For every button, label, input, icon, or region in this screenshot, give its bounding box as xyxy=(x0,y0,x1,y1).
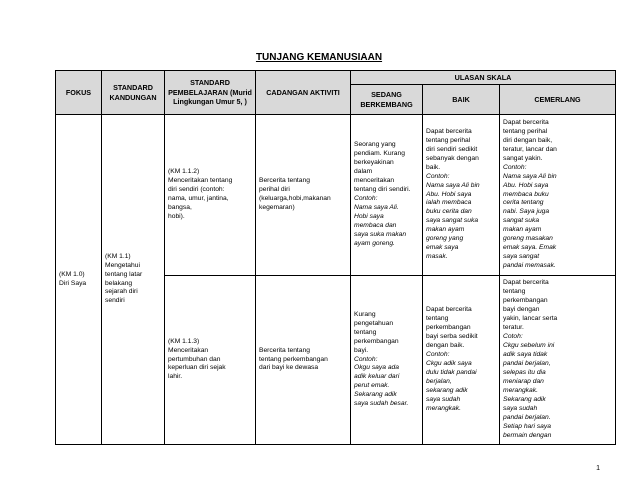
text-line: Dapat bercerita xyxy=(426,127,472,135)
text-line: cerita tentang xyxy=(503,199,544,207)
text-line: Menceritakan xyxy=(168,346,209,354)
text-line: tentang perkembangan xyxy=(259,355,328,363)
text-line: Dapat bercerita xyxy=(426,306,472,314)
header-ulasan-skala: ULASAN SKALA xyxy=(351,71,616,85)
header-cadangan-aktiviti: CADANGAN AKTIVITI xyxy=(256,71,351,115)
text-line: bermain dengan xyxy=(503,431,552,439)
text-line: Menceritakan tentang xyxy=(168,177,233,185)
text-line: perkembangan xyxy=(354,337,399,345)
text-line: (KM 1.1.3) xyxy=(168,337,200,345)
text-line: ayam goreng. xyxy=(354,239,395,247)
text-line: saya suka makan xyxy=(354,230,407,238)
text-line: pandai berjalan. xyxy=(503,413,551,421)
text-line: pendiam. Kurang xyxy=(354,150,405,158)
text-line: masak. xyxy=(426,253,448,261)
text-line: (KM 1.0) xyxy=(59,270,85,278)
text-line: adik keluar dari xyxy=(354,373,400,381)
assessment-table xyxy=(55,70,616,445)
text-line: Bercerita tentang xyxy=(259,177,310,185)
text-line: (KM 1.1) xyxy=(105,252,131,260)
text-line: dari bayi ke dewasa xyxy=(259,364,319,372)
text-line: nabi. Saya juga xyxy=(503,208,550,216)
text-line: hobi). xyxy=(168,212,185,220)
fokus-cell xyxy=(56,115,102,445)
aktiviti-cell-1 xyxy=(256,115,351,276)
text-line: menceritakan xyxy=(354,177,395,185)
text-line: makan ayam xyxy=(426,226,465,234)
text-line: pengetahuan xyxy=(354,319,394,327)
text-line: bangsa, xyxy=(168,203,192,211)
text-line: (KM 1.1.2) xyxy=(168,168,200,176)
text-line: meniarap dan xyxy=(503,377,544,385)
text-line: bayi. xyxy=(354,346,369,354)
text-line: Contoh: xyxy=(426,172,450,180)
text-line: kegemaran) xyxy=(259,203,295,211)
text-line: Nama saya Ali. xyxy=(354,203,399,211)
text-line: berkeyakinan xyxy=(354,159,394,167)
text-line: bayi serba sedikit xyxy=(426,333,478,341)
text-line: saya sudah xyxy=(426,395,461,403)
standard-kandungan-text xyxy=(105,253,161,307)
text-line: keperluan diri sejak xyxy=(168,364,226,372)
text-line: Mengetahui xyxy=(105,261,140,269)
aktiviti-text-2 xyxy=(259,347,347,374)
cemerlang-cell-2 xyxy=(500,276,616,445)
text-line: bayi dengan xyxy=(503,306,540,314)
standard-kandungan-cell xyxy=(102,115,165,445)
aktiviti-text-1 xyxy=(259,177,347,213)
text-line: emak saya. Emak xyxy=(503,244,557,252)
text-line: Hobi saya xyxy=(354,212,384,220)
header-cemerlang: CEMERLANG xyxy=(500,85,616,115)
baik-text-1 xyxy=(426,128,496,263)
text-line: Cotoh: xyxy=(503,333,523,341)
text-line: diri dengan baik, xyxy=(503,136,553,144)
text-line: Sekarang adik xyxy=(503,395,546,403)
cemerlang-text-2 xyxy=(503,279,612,440)
text-line: Contoh: xyxy=(354,195,378,202)
text-line: dulu tidak pandai xyxy=(426,368,477,376)
baik-cell-2 xyxy=(423,276,500,445)
text-line: diri sendiri sedikit xyxy=(426,145,478,153)
text-line: (keluarga,hobi,makanan xyxy=(259,195,331,202)
cemerlang-text-1 xyxy=(503,119,612,271)
sedang-text-1 xyxy=(354,141,419,249)
text-line: buku cerita dan xyxy=(426,208,472,216)
pembelajaran-text-1 xyxy=(168,168,252,222)
text-line: belakang xyxy=(105,279,133,287)
text-line: tentang diri sendiri. xyxy=(354,186,411,194)
text-line: dengan baik. xyxy=(426,342,465,350)
text-line: saya sudah besar. xyxy=(354,400,409,408)
text-line: diri sendiri (contoh: xyxy=(168,186,225,194)
text-line: sangat yakin. xyxy=(503,154,543,162)
text-line: Abu. Hobi saya xyxy=(426,190,472,198)
text-line: Nama saya Ali bin xyxy=(503,172,557,180)
text-line: sekarang adik xyxy=(426,386,468,394)
text-line: Abu. Hobi saya xyxy=(503,181,549,189)
text-line: tentang perihal xyxy=(426,136,471,144)
text-line: Okgu saya ada xyxy=(354,364,399,372)
text-line: perihal diri xyxy=(259,186,290,194)
text-line: membaca buku xyxy=(503,190,549,198)
header-standard-kandungan: STANDARD KANDUNGAN xyxy=(102,71,165,115)
text-line: Nama saya Ali bin xyxy=(426,181,480,189)
text-line: pertumbuhan dan xyxy=(168,355,221,363)
page-number: 1 xyxy=(596,465,600,472)
aktiviti-cell-2 xyxy=(256,276,351,445)
baik-text-2 xyxy=(426,306,496,414)
header-fokus: FOKUS xyxy=(56,71,102,115)
text-line: berjalan, xyxy=(426,377,452,385)
text-line: nama, umur, jantina, xyxy=(168,195,229,202)
text-line: sendiri xyxy=(105,297,125,305)
text-line: sangat suka xyxy=(503,217,540,225)
text-line: selepas itu dia xyxy=(503,368,546,376)
text-line: lahir. xyxy=(168,373,183,381)
text-line: Ckgu adik saya xyxy=(426,360,472,367)
text-line: perkembangan xyxy=(426,324,471,332)
text-line: goreng masakan xyxy=(503,235,553,243)
baik-cell-1 xyxy=(423,115,500,276)
text-line: tentang xyxy=(503,288,526,296)
pembelajaran-text-2 xyxy=(168,338,252,383)
text-line: Dapat bercerita xyxy=(503,279,549,287)
text-line: Contoh: xyxy=(426,351,450,359)
text-line: perkembangan xyxy=(503,297,548,305)
fokus-text xyxy=(59,271,98,289)
text-line: tentang perihal xyxy=(503,127,548,135)
text-line: teratur. xyxy=(503,324,524,332)
text-line: perut emak. xyxy=(354,382,390,390)
text-line: sebanyak dengan xyxy=(426,154,479,162)
text-line: dalam xyxy=(354,168,373,176)
text-line: Kurang xyxy=(354,310,376,318)
text-line: Setiap hari saya xyxy=(503,422,551,430)
text-line: Bercerita tentang xyxy=(259,346,310,354)
sedang-cell-1 xyxy=(351,115,423,276)
text-line: sejarah diri xyxy=(105,288,138,296)
text-line: makan ayam xyxy=(503,226,542,234)
text-line: Dapat bercerita xyxy=(503,118,549,126)
pembelajaran-cell-2 xyxy=(165,276,256,445)
text-line: Sekarang adik xyxy=(354,391,397,399)
text-line: saya sudah xyxy=(503,404,538,412)
text-line: tentang latar xyxy=(105,270,143,278)
text-line: Contoh: xyxy=(503,163,527,171)
text-line: emak saya xyxy=(426,244,459,252)
text-line: Contoh: xyxy=(354,355,378,363)
header-baik: BAIK xyxy=(423,85,500,115)
sedang-cell-2 xyxy=(351,276,423,445)
text-line: saya sangat suka xyxy=(426,217,479,225)
text-line: teratur, lancar dan xyxy=(503,145,557,153)
text-line: Diri Saya xyxy=(59,279,87,287)
text-line: merangkak. xyxy=(426,404,461,412)
text-line: adik saya tidak xyxy=(503,351,548,359)
sedang-text-2 xyxy=(354,311,419,410)
text-line: membaca dan xyxy=(354,221,397,229)
text-line: tentang xyxy=(354,328,377,336)
text-line: pandai berjalan, xyxy=(503,360,551,367)
text-line: tentang xyxy=(426,315,449,323)
cemerlang-cell-1 xyxy=(500,115,616,276)
text-line: Seorang yang xyxy=(354,141,396,149)
text-line: yakin, lancar serta xyxy=(503,315,558,323)
text-line: ialah membaca xyxy=(426,199,472,207)
text-line: baik. xyxy=(426,163,441,171)
header-sedang-berkembang: SEDANG BERKEMBANG xyxy=(351,85,423,115)
text-line: Ckgu sebelum ini xyxy=(503,342,555,350)
text-line: merangkak. xyxy=(503,386,538,394)
document-title: TUNJANG KEMANUSIAAN xyxy=(255,52,383,63)
text-line: pandai memasak. xyxy=(503,262,556,270)
header-standard-pembelajaran: STANDARD PEMBELAJARAN (Murid Lingkungan Umur 5, ) xyxy=(165,71,256,115)
text-line: saya sangat xyxy=(503,253,540,261)
pembelajaran-cell-1 xyxy=(165,115,256,276)
text-line: goreng yang xyxy=(426,235,464,243)
